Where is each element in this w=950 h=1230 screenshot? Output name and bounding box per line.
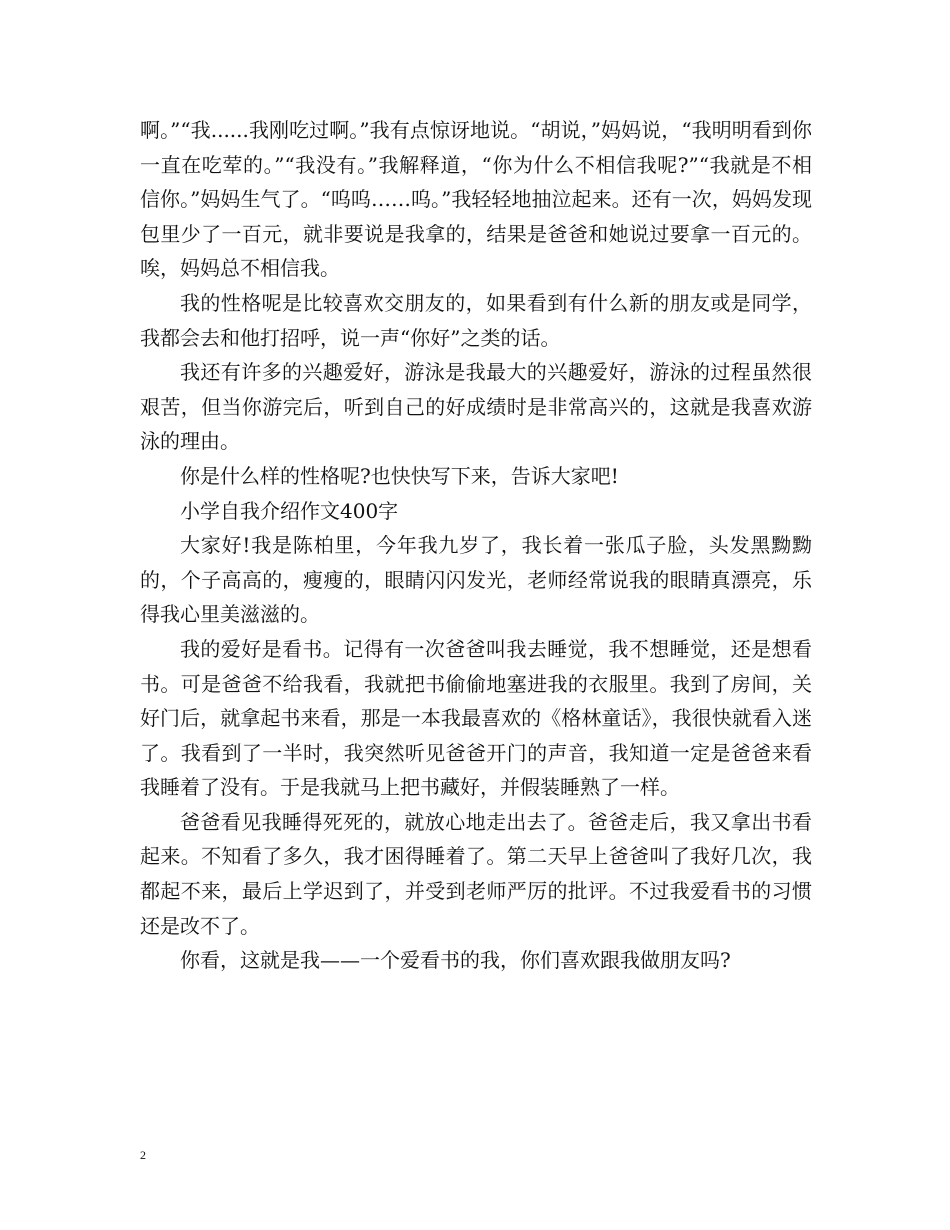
- section-heading: 小学自我介绍作文400字: [180, 498, 399, 523]
- page-number: 2: [140, 1148, 146, 1162]
- paragraph: 啊。”“我......我刚吃过啊。”我有点惊讶地说。“胡说，”妈妈说，“我明明看到你一直在吃荤的。”“我没有。”我解释道，“你为什么不相信我呢?”“我就是不相信你。”妈妈生气了。“呜呜……呜。”我轻轻地抽泣起来。还有一次，妈妈发现包里少了一百元，就非要说是我拿的，结果是爸爸和她说过要拿一百元的。唉，妈妈总不相信我。: [140, 118, 812, 281]
- paragraph: 爸爸看见我睡得死死的，就放心地走出去了。爸爸走后，我又拿出书看起来。不知看了多久，我才困得睡着了。第二天早上爸爸叫了我好几次，我都起不来，最后上学迟到了，并受到老师严厉的批评。不过我爱看书的习惯还是改不了。: [140, 809, 812, 938]
- paragraph: 我还有许多的兴趣爱好，游泳是我最大的兴趣爱好，游泳的过程虽然很艰苦，但当你游完后，听到自己的好成绩时是非常高兴的，这就是我喜欢游泳的理由。: [140, 360, 812, 454]
- paragraph: 你看，这就是我——一个爱看书的我，你们喜欢跟我做朋友吗?: [180, 948, 731, 973]
- paragraph: 大家好!我是陈柏里，今年我九岁了，我长着一张瓜子脸，头发黑黝黝的，个子高高的，瘦瘦的，眼睛闪闪发光，老师经常说我的眼睛真漂亮，乐得我心里美滋滋的。: [140, 533, 812, 627]
- paragraph: 我的性格呢是比较喜欢交朋友的，如果看到有什么新的朋友或是同学，我都会去和他打招呼，说一声“你好”之类的话。: [140, 290, 812, 350]
- paragraph: 你是什么样的性格呢?也快快写下来，告诉大家吧!: [180, 463, 619, 488]
- body-text: [140, 113, 812, 978]
- paragraph: 我的爱好是看书。记得有一次爸爸叫我去睡觉，我不想睡觉，还是想看书。可是爸爸不给我看，我就把书偷偷地塞进我的衣服里。我到了房间，关好门后，就拿起书来看，那是一本我最喜欢的《格林童话》，我很快就看入迷了。我看到了一半时，我突然听见爸爸开门的声音，我知道一定是爸爸来看我睡着了没有。于是我就马上把书藏好，并假装睡熟了一样。: [140, 636, 812, 800]
